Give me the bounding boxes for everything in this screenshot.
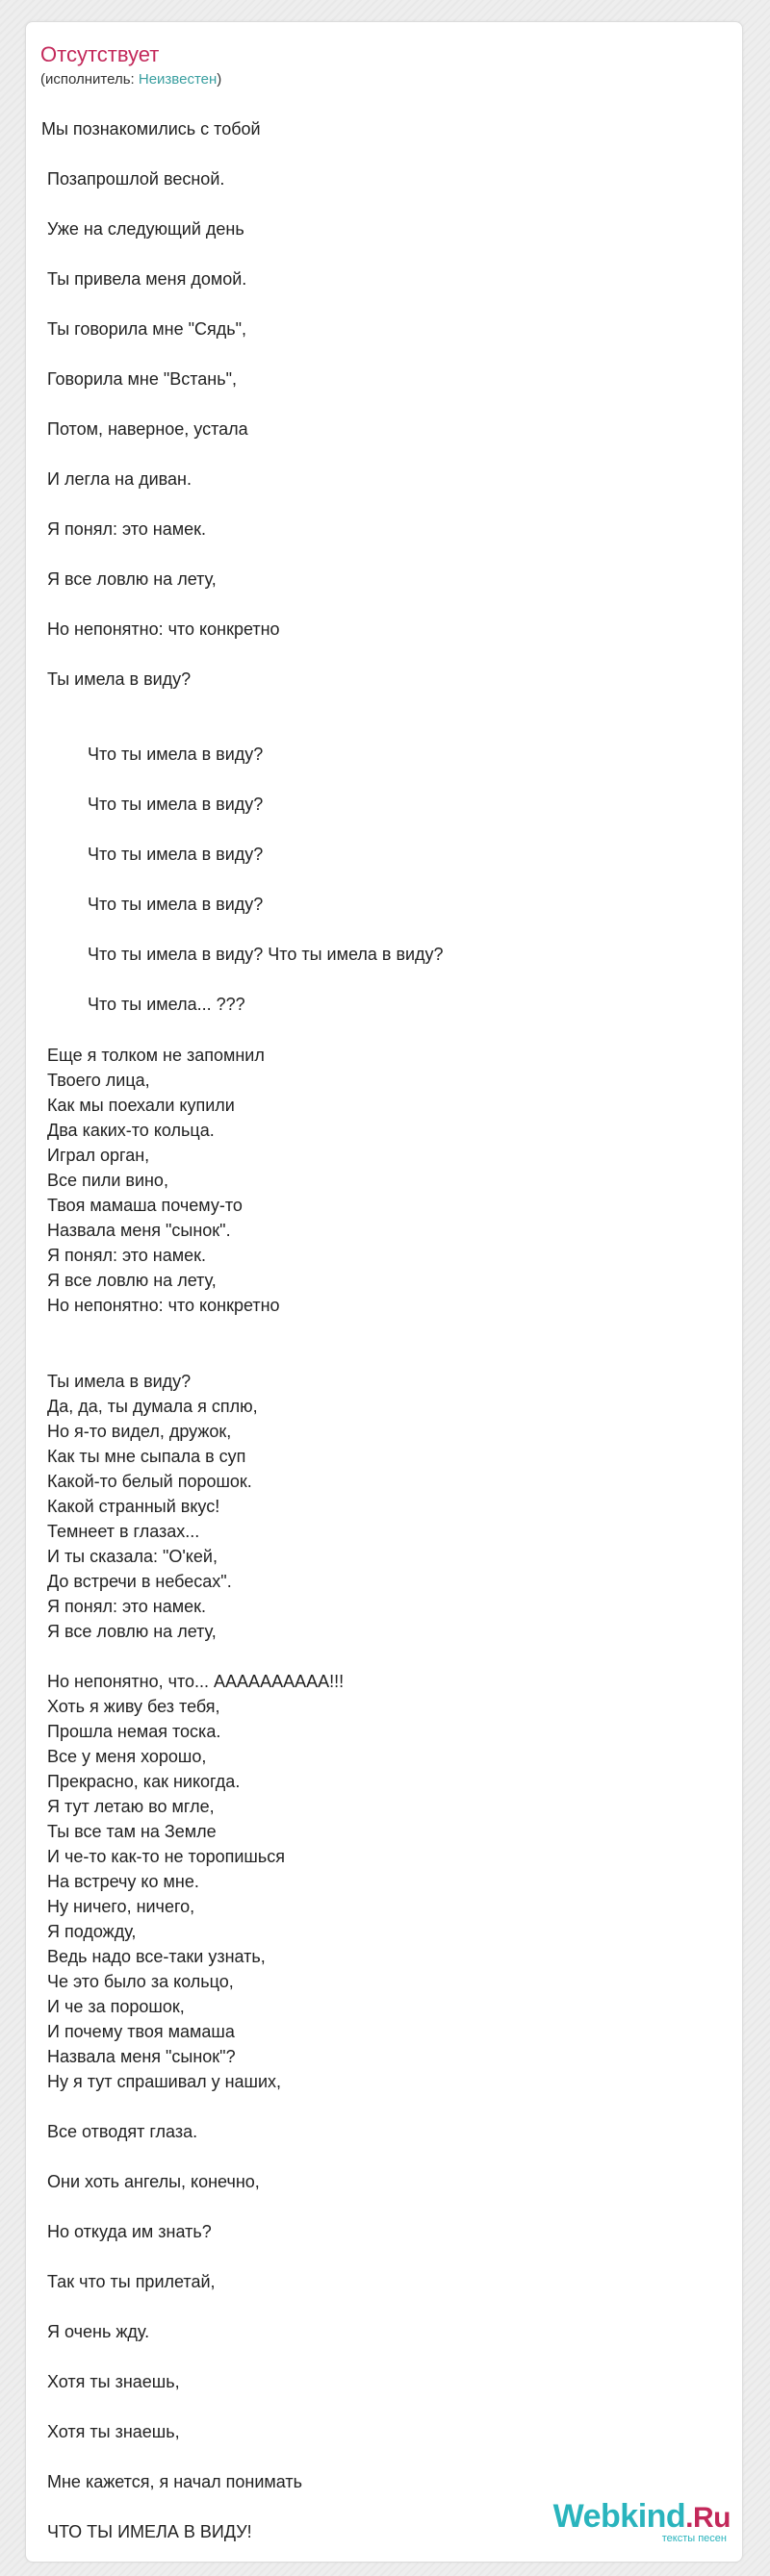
lyric-line: Я понял: это намек. — [47, 519, 207, 539]
lyric-line: Ну ничего, ничего, — [47, 1897, 195, 1916]
lyric-line: Ведь надо все-таки узнать, — [47, 1947, 266, 1966]
lyric-line: Что ты имела в виду? Что ты имела в виду? — [88, 945, 444, 964]
lyric-line: Я все ловлю на лету, — [47, 1622, 217, 1641]
lyric-line: Че это было за кольцо, — [47, 1972, 234, 1991]
logo-tld: .Ru — [685, 2502, 731, 2534]
lyric-line: И почему твоя мамаша — [47, 2022, 235, 2041]
lyric-line: Я все ловлю на лету, — [47, 569, 217, 589]
lyric-line: Ну я тут спрашивал у наших, — [47, 2072, 282, 2091]
lyric-line: Ты имела в виду? — [47, 669, 192, 689]
logo-tagline: тексты песен — [661, 2533, 727, 2544]
lyric-line: Твоя мамаша почему-то — [47, 1196, 243, 1215]
lyric-line: Что ты имела... ??? — [88, 995, 245, 1014]
webkind-logo[interactable] — [553, 2499, 731, 2544]
lyric-line: Уже на следующий день — [47, 219, 244, 239]
lyric-line: Но непонятно, что... АААААААААА!!! — [47, 1672, 345, 1691]
lyric-line: Все у меня хорошо, — [47, 1747, 207, 1766]
lyric-line: Мы познакомились с тобой — [41, 119, 261, 139]
lyric-line: Все отводят глаза. — [47, 2122, 198, 2141]
lyric-line: Твоего лица, — [47, 1071, 150, 1090]
lyric-line: Так что ты прилетай, — [47, 2272, 216, 2291]
lyric-line: Что ты имела в виду? — [88, 795, 264, 814]
lyric-line: Да, да, ты думала я сплю, — [47, 1397, 258, 1416]
lyric-line: Темнеет в глазах... — [47, 1522, 200, 1541]
artist-suffix: ) — [217, 71, 222, 88]
lyric-line: И че за порошок, — [47, 1997, 185, 2016]
lyric-line: Как ты мне сыпала в суп — [47, 1447, 246, 1466]
lyric-line: Играл орган, — [47, 1146, 150, 1165]
lyric-line: Какой странный вкус! — [47, 1497, 220, 1516]
lyric-line: И че-то как-то не торопишься — [47, 1847, 285, 1866]
lyric-line: Хоть я живу без тебя, — [47, 1697, 220, 1716]
lyric-line: Позапрошлой весной. — [47, 169, 225, 189]
lyric-line: Хотя ты знаешь, — [47, 2422, 180, 2441]
lyric-line: Но откуда им знать? — [47, 2222, 212, 2241]
lyric-line: Все пили вино, — [47, 1171, 168, 1190]
lyric-line: Что ты имела в виду? — [88, 845, 264, 864]
lyric-line: Я понял: это намек. — [47, 1597, 207, 1616]
song-title: Отсутствует — [40, 42, 160, 66]
lyric-line: Какой-то белый порошок. — [47, 1472, 252, 1491]
lyric-line: Назвала меня "сынок"? — [47, 2047, 236, 2066]
lyric-line: Что ты имела в виду? — [88, 745, 264, 764]
lyric-line: Прошла немая тоска. — [47, 1722, 221, 1741]
lyric-line: Я очень жду. — [47, 2322, 150, 2341]
lyric-line: Я тут летаю во мгле, — [47, 1797, 215, 1816]
lyric-line: Как мы поехали купили — [47, 1096, 235, 1115]
lyric-line: Я понял: это намек. — [47, 1246, 207, 1265]
lyric-line: Я подожду, — [47, 1922, 137, 1941]
artist-prefix: (исполнитель: — [40, 71, 139, 88]
lyric-line: Два каких-то кольца. — [47, 1121, 215, 1140]
lyrics-card — [25, 21, 743, 2563]
lyric-line: Но непонятно: что конкретно — [47, 619, 280, 639]
lyric-line: И легла на диван. — [47, 469, 192, 489]
artist-line — [40, 70, 221, 89]
lyric-line: До встречи в небесах". — [47, 1572, 232, 1591]
artist-link[interactable]: Неизвестен — [138, 71, 218, 88]
lyric-line: Прекрасно, как никогда. — [47, 1772, 241, 1791]
lyric-line: Еще я толком не запомнил — [47, 1046, 265, 1065]
lyric-line: На встречу ко мне. — [47, 1872, 199, 1891]
lyric-line: Что ты имела в виду? — [88, 895, 264, 914]
lyric-line: Они хоть ангелы, конечно, — [47, 2172, 260, 2191]
lyric-line: Потом, наверное, устала — [47, 419, 248, 439]
lyric-line: Я все ловлю на лету, — [47, 1271, 217, 1290]
lyric-line: Но я-то видел, дружок, — [47, 1422, 232, 1441]
lyric-line: Ты говорила мне "Сядь", — [47, 319, 247, 339]
lyric-line: И ты сказала: "О'кей, — [47, 1547, 218, 1566]
lyric-line: ЧТО ТЫ ИМЕЛА В ВИДУ! — [47, 2522, 252, 2541]
lyric-line: Ты все там на Земле — [47, 1822, 217, 1841]
lyric-line: Хотя ты знаешь, — [47, 2372, 180, 2391]
lyric-line: Говорила мне "Встань", — [47, 369, 237, 389]
lyric-line: Ты привела меня домой. — [47, 269, 247, 289]
lyric-line: Ты имела в виду? — [47, 1372, 192, 1391]
lyric-line: Мне кажется, я начал понимать — [47, 2472, 303, 2491]
lyric-line: Назвала меня "сынок". — [47, 1221, 231, 1240]
lyric-line: Но непонятно: что конкретно — [47, 1296, 280, 1315]
logo-wordmark: Webkind — [552, 2498, 686, 2535]
